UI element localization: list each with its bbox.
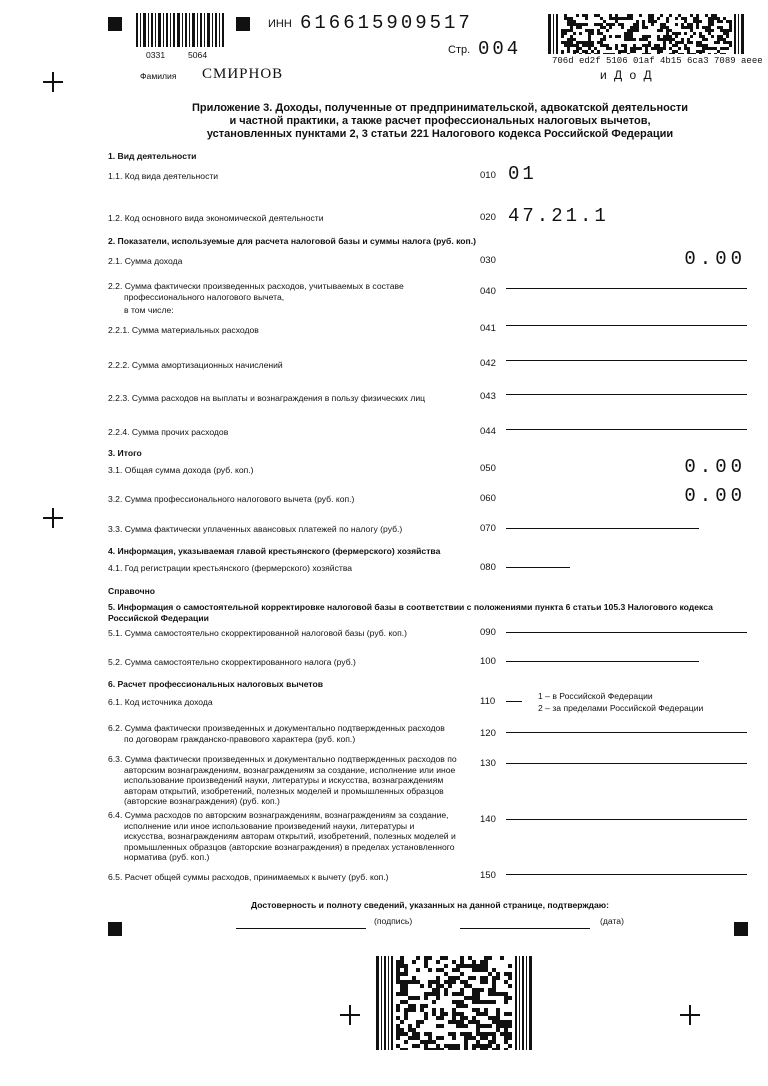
row-042-code: 042 bbox=[480, 358, 496, 369]
corner-marker bbox=[734, 922, 748, 936]
row-140-label-line: искусства, вознаграждениям авторам открытий, изобретений, полезных моделей и bbox=[124, 831, 456, 841]
row-070-code: 070 bbox=[480, 523, 496, 534]
section-5-heading-line: Российской Федерации bbox=[108, 612, 209, 623]
row-120-label-line: 6.2. Сумма фактически произведенных и документально подтвержденных расходов bbox=[108, 723, 445, 733]
row-140-label-line: 6.4. Сумма расходов по авторским вознаграждениям, вознаграждениям за создание, bbox=[108, 810, 449, 820]
row-130-label-line: авторам открытий, изобретений, полезных моделей и промышленных образцов bbox=[124, 785, 444, 796]
linear-barcode bbox=[136, 13, 224, 47]
row-110-input-line[interactable] bbox=[506, 701, 522, 702]
row-042-input-line[interactable] bbox=[506, 360, 747, 361]
row-140-label-line: исполнение или иное использование произведений науки, литературы и bbox=[124, 820, 415, 831]
section-5-heading bbox=[108, 602, 758, 623]
surname-value: СМИРНОВ bbox=[202, 66, 284, 82]
date-caption: (дата) bbox=[600, 916, 624, 926]
signature-line[interactable] bbox=[236, 928, 366, 929]
row-090-label: 5.1. Сумма самостоятельно скорректированной налоговой базы (руб. коп.) bbox=[108, 628, 407, 638]
row-040-label bbox=[108, 281, 404, 316]
row-050-code: 050 bbox=[480, 463, 496, 474]
row-060-code: 060 bbox=[480, 493, 496, 504]
barcode-number-left: 0331 bbox=[146, 50, 166, 60]
row-020-value[interactable]: 47.21.1 bbox=[508, 205, 609, 227]
row-130-label bbox=[108, 754, 457, 807]
row-070-label: 3.3. Сумма фактически уплаченных авансовых платежей по налогу (руб.) bbox=[108, 524, 403, 534]
row-041-label: 2.2.1. Сумма материальных расходов bbox=[108, 325, 259, 335]
row-060-label: 3.2. Сумма профессионального налогового вычета (руб. коп.) bbox=[108, 494, 355, 504]
row-140-label bbox=[108, 810, 456, 863]
row-050-label: 3.1. Общая сумма дохода (руб. коп.) bbox=[108, 465, 254, 475]
row-030-value[interactable]: 0.00 bbox=[684, 248, 746, 270]
crosshair-mark bbox=[680, 1005, 700, 1025]
inn-label: ИНН bbox=[268, 18, 292, 30]
row-120-input-line[interactable] bbox=[506, 732, 747, 733]
surname-label: Фамилия bbox=[140, 71, 177, 81]
row-044-input-line[interactable] bbox=[506, 429, 747, 430]
signature-caption: (подпись) bbox=[374, 916, 413, 926]
bottom-2d-barcode bbox=[376, 956, 532, 1050]
title-line-3: установленных пунктами 2, 3 статьи 221 Налогового кодекса Российской Федерации bbox=[206, 128, 674, 140]
row-130-code: 130 bbox=[480, 758, 496, 769]
row-140-code: 140 bbox=[480, 814, 496, 825]
row-041-code: 041 bbox=[480, 323, 496, 334]
row-100-code: 100 bbox=[480, 656, 496, 667]
row-120-code: 120 bbox=[480, 728, 496, 739]
row-100-input-line[interactable] bbox=[506, 661, 699, 662]
row-040-input-line[interactable] bbox=[506, 288, 747, 289]
section-3-heading: 3. Итого bbox=[108, 448, 142, 458]
corner-marker bbox=[108, 922, 122, 936]
page-label: Стр. bbox=[448, 44, 471, 56]
row-080-label: 4.1. Год регистрации крестьянского (фермерского) хозяйства bbox=[108, 563, 353, 573]
row-110-hint-1: 1 – в Российской Федерации bbox=[538, 691, 653, 701]
row-070-input-line[interactable] bbox=[506, 528, 699, 529]
row-041-input-line[interactable] bbox=[506, 325, 747, 326]
row-090-code: 090 bbox=[480, 627, 496, 638]
row-010-code: 010 bbox=[480, 170, 496, 181]
barcode-sub-text: и Д о Д bbox=[600, 68, 654, 82]
row-080-input-line[interactable] bbox=[506, 567, 570, 568]
date-line[interactable] bbox=[460, 928, 590, 929]
row-040-label-line: профессионального налогового вычета, bbox=[124, 291, 285, 302]
row-040-label-line: в том числе: bbox=[124, 305, 174, 315]
row-130-label-line: авторским вознаграждениям, вознаграждениям за создание, исполнение или иное bbox=[124, 764, 456, 775]
crosshair-mark bbox=[43, 508, 63, 528]
title-line-2: и частной практики, а также расчет профессиональных налоговых вычетов, bbox=[229, 115, 651, 127]
row-140-label-line: норматива (руб. коп.) bbox=[124, 852, 210, 862]
section-2-heading: 2. Показатели, используемые для расчета налоговой базы и суммы налога (руб. коп.) bbox=[108, 236, 476, 246]
row-050-value[interactable]: 0.00 bbox=[684, 456, 746, 478]
barcode-number-right: 5064 bbox=[188, 50, 208, 60]
row-130-label-line: (авторские вознаграждения) (руб. коп.) bbox=[124, 796, 280, 806]
row-110-label: 6.1. Код источника дохода bbox=[108, 697, 213, 707]
crosshair-mark bbox=[43, 72, 63, 92]
section-4-heading: 4. Информация, указываемая главой крестьянского (фермерского) хозяйства bbox=[108, 546, 441, 556]
crosshair-mark bbox=[340, 1005, 360, 1025]
row-130-input-line[interactable] bbox=[506, 763, 747, 764]
row-090-input-line[interactable] bbox=[506, 632, 747, 633]
row-110-code: 110 bbox=[480, 696, 496, 707]
row-040-code: 040 bbox=[480, 286, 496, 297]
row-010-value[interactable]: 01 bbox=[508, 163, 537, 185]
row-080-code: 080 bbox=[480, 562, 496, 573]
row-150-input-line[interactable] bbox=[506, 874, 747, 875]
row-043-label: 2.2.3. Сумма расходов на выплаты и вознаграждения в пользу физических лиц bbox=[108, 393, 426, 403]
barcode-hex-text: 706d ed2f 5106 01af 4b15 6ca3 7089 aeee bbox=[552, 56, 763, 66]
confirmation-text: Достоверность и полноту сведений, указанных на данной странице, подтверждаю: bbox=[251, 900, 609, 910]
corner-marker bbox=[108, 17, 122, 31]
row-140-label-line: промышленных образцов (авторские вознаграждения) в пределах установленного bbox=[124, 841, 455, 852]
row-110-hint-2: 2 – за пределами Российской Федерации bbox=[538, 703, 704, 713]
inn-value: 616615909517 bbox=[300, 12, 473, 34]
row-030-code: 030 bbox=[480, 255, 496, 266]
row-150-label: 6.5. Расчет общей суммы расходов, принимаемых к вычету (руб. коп.) bbox=[108, 872, 389, 882]
row-043-input-line[interactable] bbox=[506, 394, 747, 395]
row-060-value[interactable]: 0.00 bbox=[684, 485, 746, 507]
row-020-label: 1.2. Код основного вида экономической деятельности bbox=[108, 213, 324, 223]
section-1-heading: 1. Вид деятельности bbox=[108, 151, 197, 161]
row-130-label-line: использование произведений науки, литературы и искусства, вознаграждениям bbox=[124, 775, 444, 785]
section-6-heading: 6. Расчет профессиональных налоговых вычетов bbox=[108, 679, 323, 689]
row-120-label bbox=[108, 723, 445, 744]
section-5-heading-line: 5. Информация о самостоятельной корректировке налоговой базы в соответствии с положениями пункта 6 статьи 105.3 Налогового кодекса bbox=[108, 602, 713, 612]
row-044-label: 2.2.4. Сумма прочих расходов bbox=[108, 427, 229, 437]
page-title bbox=[150, 102, 730, 141]
pdf417-barcode bbox=[548, 14, 744, 54]
row-044-code: 044 bbox=[480, 426, 496, 437]
row-140-input-line[interactable] bbox=[506, 819, 747, 820]
row-130-label-line: 6.3. Сумма фактически произведенных и документально подтвержденных расходов по bbox=[108, 754, 457, 764]
row-150-code: 150 bbox=[480, 870, 496, 881]
row-040-label-line: 2.2. Сумма фактически произведенных расходов, учитываемых в составе bbox=[108, 281, 404, 291]
row-120-label-line: по договорам гражданско-правового характера (руб. коп.) bbox=[124, 733, 356, 744]
row-030-label: 2.1. Сумма дохода bbox=[108, 256, 183, 266]
page-number: 004 bbox=[478, 38, 522, 60]
row-010-label: 1.1. Код вида деятельности bbox=[108, 171, 219, 181]
reference-heading: Справочно bbox=[108, 586, 156, 596]
row-020-code: 020 bbox=[480, 212, 496, 223]
row-043-code: 043 bbox=[480, 391, 496, 402]
row-100-label: 5.2. Сумма самостоятельно скорректированного налога (руб.) bbox=[108, 657, 356, 667]
title-line-1: Приложение 3. Доходы, полученные от предпринимательской, адвокатской деятельности bbox=[191, 102, 688, 114]
corner-marker bbox=[236, 17, 250, 31]
row-042-label: 2.2.2. Сумма амортизационных начислений bbox=[108, 360, 283, 370]
